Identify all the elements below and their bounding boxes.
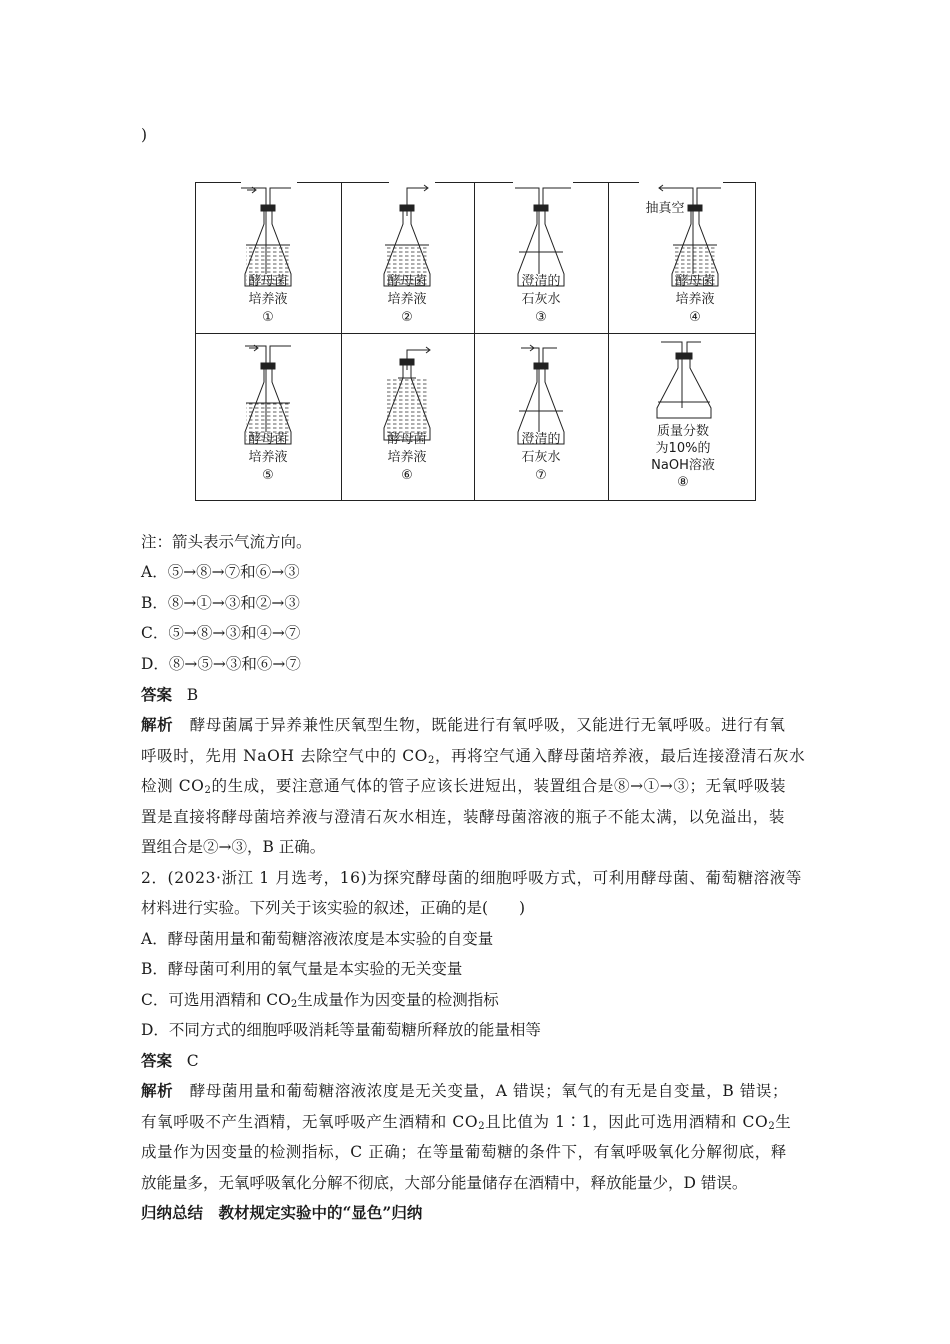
flask-1-label-line-3: ① (262, 310, 274, 325)
flask-8-label-line-1: 质量分数 (656, 424, 710, 439)
q1-analysis-label: 解析 (141, 715, 174, 734)
flask-2-label-line-3: ② (401, 310, 413, 325)
flask-7-label-line-1: 澄清的 (521, 432, 561, 447)
flask-7 (518, 345, 564, 444)
q2-answer (141, 1050, 199, 1072)
flask-6-label-line-2: 培养液 (387, 450, 427, 465)
q1-answer (141, 684, 198, 706)
flask-6 (384, 347, 430, 440)
flask-6-label-line-3: ⑥ (401, 468, 413, 483)
top-fragment: ) (141, 126, 148, 144)
q2-option-c-text-b: 生成量作为因变量的检测指标 (297, 991, 499, 1009)
flask-6-label-line-1: 酵母菌 (387, 432, 427, 447)
flask-1-label-line-2: 培养液 (248, 292, 288, 307)
apparatus-figure (195, 182, 756, 501)
q2-analysis-text-2b: 且比值为 1∶1，因此可选用酒精和 CO (485, 1113, 769, 1131)
co2-subscript: 2 (290, 999, 298, 1010)
q2-option-c (141, 989, 499, 1011)
flask-8 (657, 342, 711, 418)
co2-subscript: 2 (478, 1121, 486, 1132)
q1-analysis-text-3b: 的生成，要注意通气体的管子应该长进短出，装置组合是⑧→①→③；无氧呼吸装 (211, 777, 787, 795)
flask-5-label-line-3: ⑤ (262, 468, 274, 483)
section-heading: 归纳总结 教材规定实验中的“显色”归纳 (141, 1203, 423, 1222)
q1-option-d: D．⑧→⑤→③和⑥→⑦ (141, 655, 301, 673)
q2-analysis-line-4: 放能量多，无氧呼吸氧化分解不彻底，大部分能量储存在酒精中，释放能量少，D 错误。 (141, 1174, 748, 1192)
flask-2-label-line-1: 酵母菌 (387, 274, 427, 289)
q1-option-a: A．⑤→⑧→⑦和⑥→③ (141, 563, 300, 581)
flask-4-label-line-3: ④ (689, 310, 701, 325)
flask-7-label-line-2: 石灰水 (521, 450, 561, 465)
flask-3-label-line-2: 石灰水 (521, 292, 561, 307)
q1-option-b: B．⑧→①→③和②→③ (141, 594, 300, 612)
flask-3-label-line-1: 澄清的 (521, 274, 561, 289)
q1-analysis-line-1 (141, 714, 786, 736)
flask-1-label-line-1: 酵母菌 (248, 274, 288, 289)
q2-analysis-line-3: 成量作为因变量的检测指标，C 正确；在等量葡萄糖的条件下，有氧呼吸氧化分解彻底，释 (141, 1143, 787, 1161)
q2-analysis-line-2 (141, 1111, 791, 1133)
q1-analysis-text-2a: 呼吸时，先用 NaOH 去除空气中的 CO (141, 747, 428, 765)
flask-4-label-line-2: 培养液 (675, 292, 715, 307)
q2-analysis-text-2c: 生 (775, 1113, 792, 1131)
q2-analysis-text-2a: 有氧呼吸不产生酒精，无氧呼吸产生酒精和 CO (141, 1113, 479, 1131)
flask-2 (384, 185, 430, 286)
q1-analysis-line-2 (141, 745, 805, 767)
flask-5 (245, 345, 291, 444)
flask-4-label-line-1: 酵母菌 (675, 274, 715, 289)
q1-answer-value: B (186, 686, 199, 704)
q1-analysis-text-3a: 检测 CO (141, 777, 205, 795)
q2-analysis-line-1 (141, 1080, 788, 1102)
q2-answer-value: C (186, 1052, 199, 1070)
flask-1 (241, 187, 291, 286)
flask-3 (515, 188, 571, 286)
q1-analysis-line-3 (141, 775, 786, 797)
co2-subscript: 2 (427, 755, 435, 766)
flask-7-label-line-3: ⑦ (535, 468, 547, 483)
q2-analysis-text-1: 酵母菌用量和葡萄糖溶液浓度是无关变量，A 错误；氧气的有无是自变量，B 错误； (189, 1082, 789, 1100)
q1-analysis-line-5: 置组合是②→③，B 正确。 (141, 838, 326, 856)
q2-answer-label: 答案 (141, 1051, 173, 1070)
q2-stem-line-1: 2．(2023·浙江 1 月选考，16)为探究酵母菌的细胞呼吸方式，可利用酵母菌、葡萄糖溶液等 (141, 869, 802, 887)
q1-analysis-text-1: 酵母菌属于异养兼性厌氧型生物，既能进行有氧呼吸，又能进行无氧呼吸。进行有氧 (189, 716, 786, 734)
q2-stem-line-2: 材料进行实验。下列关于该实验的叙述，正确的是( ) (141, 899, 526, 917)
q2-option-c-text-a: C．可选用酒精和 CO (141, 991, 291, 1009)
co2-subscript: 2 (768, 1121, 776, 1132)
q2-analysis-label: 解析 (141, 1081, 174, 1100)
q1-analysis-text-2b: ，再将空气通入酵母菌培养液，最后连接澄清石灰水 (434, 747, 806, 765)
flask-2-label-line-2: 培养液 (387, 292, 427, 307)
flask-8-label-line-3: NaOH溶液 (651, 458, 715, 473)
flask-3-label-line-3: ③ (535, 310, 547, 325)
q2-option-a: A．酵母菌用量和葡萄糖溶液浓度是本实验的自变量 (141, 930, 494, 948)
q1-analysis-line-4: 置是直接将酵母菌培养液与澄清石灰水相连，装酵母菌溶液的瓶子不能太满，以免溢出，装 (141, 808, 786, 826)
flask-5-label-line-1: 酵母菌 (248, 432, 288, 447)
flask-8-label-line-2: 为10%的 (655, 441, 711, 456)
q2-option-b: B．酵母菌可利用的氧气量是本实验的无关变量 (141, 960, 463, 978)
flask-4-vacuum-tag: 抽真空 (645, 201, 685, 216)
co2-subscript: 2 (204, 785, 212, 796)
flask-5-label-line-2: 培养液 (248, 450, 288, 465)
q1-answer-label: 答案 (141, 685, 173, 704)
q1-option-c: C．⑤→⑧→③和④→⑦ (141, 624, 301, 642)
flask-8-label-line-4: ⑧ (677, 475, 689, 490)
q1-note: 注：箭头表示气流方向。 (141, 533, 312, 551)
q2-option-d: D．不同方式的细胞呼吸消耗等量葡萄糖所释放的能量相等 (141, 1021, 541, 1039)
